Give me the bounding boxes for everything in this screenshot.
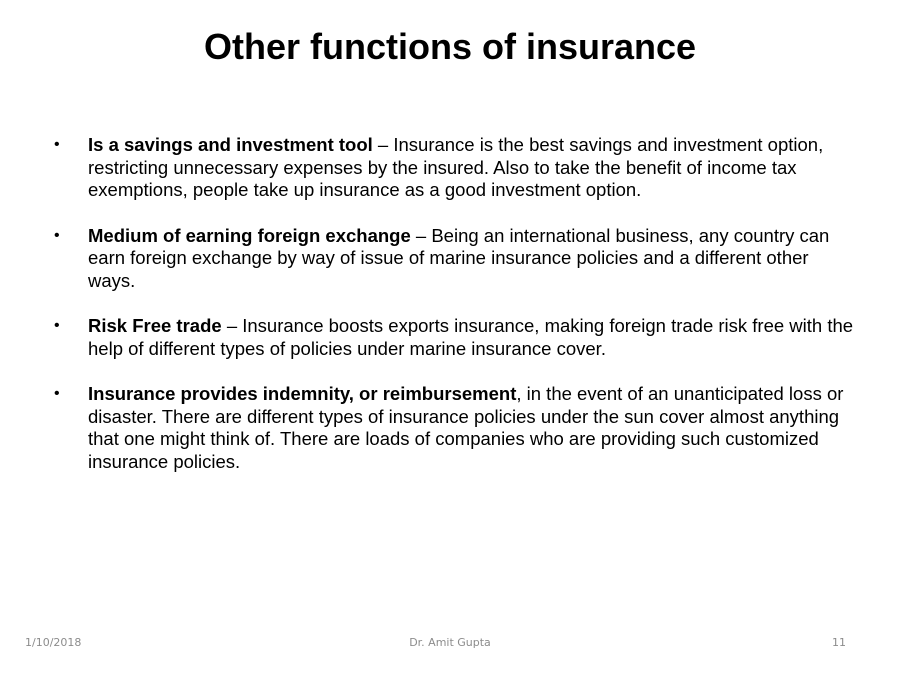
bullet-dot-icon: • bbox=[54, 385, 60, 402]
bullet-text: – Insurance boosts exports insurance, making foreign trade risk free with the help of different types of policies under marine insurance cover. bbox=[88, 315, 854, 359]
bullet-list bbox=[54, 134, 860, 496]
bullet-lead: Risk Free trade bbox=[88, 315, 222, 336]
bullet-dot-icon: • bbox=[54, 317, 60, 334]
footer-author: Dr. Amit Gupta bbox=[409, 636, 491, 649]
bullet-dot-icon: • bbox=[54, 136, 60, 153]
bullet-lead: Medium of earning foreign exchange bbox=[88, 224, 411, 246]
footer-page-number: 11 bbox=[832, 636, 846, 649]
bullet-text: , in the event of an unanticipated loss or disaster. There are different types of insurance policies under the sun cover almost anything that one might think of. There are loads of companies who are providing such customized insurance policies. bbox=[88, 383, 844, 472]
footer-date: 1/10/2018 bbox=[25, 636, 82, 649]
bullet-lead: Insurance provides indemnity, or reimbursement bbox=[88, 383, 517, 404]
bullet-item bbox=[54, 225, 860, 293]
slide-title: Other functions of insurance bbox=[203, 26, 697, 67]
bullet-item bbox=[54, 383, 860, 473]
bullet-dot-icon: • bbox=[54, 226, 60, 244]
bullet-text: – Insurance is the best savings and investment option, restricting unnecessary expenses by the insured. Also to take the benefit of income tax exemptions, people take up insurance as a good investment option. bbox=[88, 134, 824, 200]
bullet-lead: Is a savings and investment tool bbox=[88, 134, 373, 155]
bullet-item bbox=[54, 134, 860, 202]
bullet-item bbox=[54, 315, 860, 360]
bullet-text: – Being an international business, any country can earn foreign exchange by way of issue of marine insurance policies and a different other ways. bbox=[88, 224, 830, 291]
